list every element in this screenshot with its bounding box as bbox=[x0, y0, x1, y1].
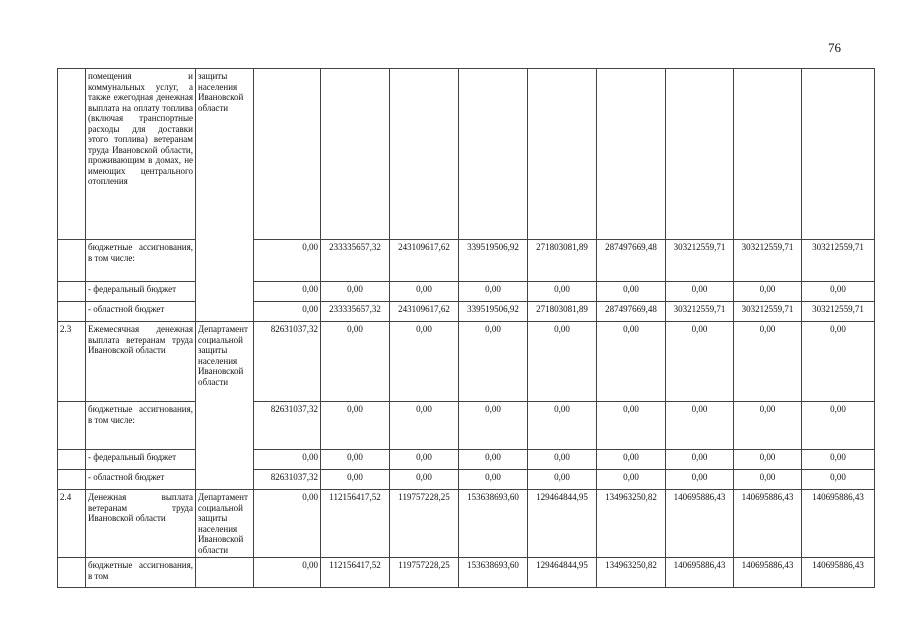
table-row bbox=[58, 402, 875, 450]
value-cell: 0,00 bbox=[597, 322, 666, 402]
row-executor-cell: защиты населения Ивановской области bbox=[196, 69, 254, 322]
value-cell: 0,00 bbox=[528, 282, 597, 302]
value-cell: 0,00 bbox=[321, 470, 390, 490]
value-cell: 0,00 bbox=[666, 470, 734, 490]
value-cell: 0,00 bbox=[459, 470, 528, 490]
row-code-cell bbox=[58, 302, 86, 322]
value-cell: 0,00 bbox=[321, 282, 390, 302]
value-cell: 0,00 bbox=[734, 322, 802, 402]
value-cell: 0,00 bbox=[254, 450, 321, 470]
value-cell: 0,00 bbox=[528, 470, 597, 490]
value-cell: 0,00 bbox=[802, 322, 875, 402]
value-cell: 0,00 bbox=[321, 322, 390, 402]
value-cell: 119757228,25 bbox=[390, 490, 459, 558]
value-cell: 140695886,43 bbox=[734, 558, 802, 588]
value-cell bbox=[734, 69, 802, 240]
value-cell: 153638693,60 bbox=[459, 490, 528, 558]
value-cell: 0,00 bbox=[459, 450, 528, 470]
value-cell: 303212559,71 bbox=[734, 240, 802, 282]
table-row bbox=[58, 450, 875, 470]
value-cell: 140695886,43 bbox=[666, 558, 734, 588]
value-cell: 303212559,71 bbox=[734, 302, 802, 322]
row-description-cell: бюджетные ассигнования, в том bbox=[86, 558, 196, 588]
row-code-cell bbox=[58, 450, 86, 470]
row-code-cell bbox=[58, 470, 86, 490]
value-cell: 303212559,71 bbox=[802, 302, 875, 322]
row-code-cell bbox=[58, 240, 86, 282]
value-cell: 0,00 bbox=[321, 402, 390, 450]
value-cell: 153638693,60 bbox=[459, 558, 528, 588]
value-cell: 140695886,43 bbox=[734, 490, 802, 558]
value-cell: 0,00 bbox=[666, 322, 734, 402]
value-cell: 82631037,32 bbox=[254, 402, 321, 450]
row-code-cell: 2.3 bbox=[58, 322, 86, 402]
value-cell: 140695886,43 bbox=[802, 558, 875, 588]
value-cell: 82631037,32 bbox=[254, 322, 321, 402]
value-cell: 0,00 bbox=[734, 450, 802, 470]
row-executor-cell: Департамент социальной защиты населения Ивановской области bbox=[196, 490, 254, 558]
table-row bbox=[58, 470, 875, 490]
value-cell: 0,00 bbox=[459, 322, 528, 402]
value-cell: 0,00 bbox=[459, 402, 528, 450]
value-cell: 0,00 bbox=[254, 240, 321, 282]
value-cell: 0,00 bbox=[802, 470, 875, 490]
value-cell: 0,00 bbox=[528, 402, 597, 450]
row-description-cell: Ежемесячная денежная выплата ветеранам труда Ивановской области bbox=[86, 322, 196, 402]
table-row bbox=[58, 240, 875, 282]
page-number: 76 bbox=[828, 40, 841, 55]
value-cell: 112156417,52 bbox=[321, 490, 390, 558]
value-cell bbox=[254, 69, 321, 240]
value-cell: 0,00 bbox=[802, 450, 875, 470]
value-cell: 0,00 bbox=[390, 402, 459, 450]
table-row bbox=[58, 282, 875, 302]
row-description-cell: - федеральный бюджет bbox=[86, 282, 196, 302]
value-cell: 287497669,48 bbox=[597, 240, 666, 282]
value-cell: 0,00 bbox=[254, 302, 321, 322]
value-cell bbox=[459, 69, 528, 240]
value-cell: 0,00 bbox=[528, 322, 597, 402]
value-cell: 339519506,92 bbox=[459, 240, 528, 282]
value-cell: 303212559,71 bbox=[666, 302, 734, 322]
value-cell: 0,00 bbox=[390, 470, 459, 490]
row-description-cell: - областной бюджет bbox=[86, 470, 196, 490]
value-cell: 0,00 bbox=[802, 282, 875, 302]
value-cell: 0,00 bbox=[597, 282, 666, 302]
value-cell bbox=[666, 69, 734, 240]
table-row bbox=[58, 490, 875, 558]
table-body bbox=[58, 69, 875, 588]
row-description-cell: бюджетные ассигнования, в том числе: bbox=[86, 402, 196, 450]
row-code-cell bbox=[58, 558, 86, 588]
value-cell: 233335657,32 bbox=[321, 302, 390, 322]
value-cell: 0,00 bbox=[734, 470, 802, 490]
value-cell: 271803081,89 bbox=[528, 240, 597, 282]
row-description-cell: помещения и коммунальных услуг, а также ежегодная денежная выплата на оплату топлива (включая транспортные расходы для доставки этого топлива) ветеранам труда Ивановской области, проживающим в домах, не имеющих центрального отопления bbox=[86, 69, 196, 240]
table-row bbox=[58, 69, 875, 240]
value-cell: 271803081,89 bbox=[528, 302, 597, 322]
value-cell: 0,00 bbox=[734, 282, 802, 302]
value-cell: 0,00 bbox=[597, 470, 666, 490]
value-cell: 0,00 bbox=[459, 282, 528, 302]
value-cell: 287497669,48 bbox=[597, 302, 666, 322]
row-description-cell: Денежная выплата ветеранам труда Ивановской области bbox=[86, 490, 196, 558]
value-cell: 0,00 bbox=[734, 402, 802, 450]
value-cell bbox=[321, 69, 390, 240]
value-cell: 339519506,92 bbox=[459, 302, 528, 322]
value-cell: 233335657,32 bbox=[321, 240, 390, 282]
value-cell bbox=[802, 69, 875, 240]
value-cell: 0,00 bbox=[666, 450, 734, 470]
value-cell: 0,00 bbox=[597, 402, 666, 450]
value-cell: 303212559,71 bbox=[666, 240, 734, 282]
row-code-cell bbox=[58, 402, 86, 450]
value-cell: 0,00 bbox=[666, 402, 734, 450]
table-row bbox=[58, 322, 875, 402]
row-code-cell: 2.4 bbox=[58, 490, 86, 558]
value-cell: 0,00 bbox=[390, 282, 459, 302]
table-row bbox=[58, 302, 875, 322]
value-cell: 82631037,32 bbox=[254, 470, 321, 490]
value-cell: 0,00 bbox=[528, 450, 597, 470]
value-cell: 140695886,43 bbox=[802, 490, 875, 558]
value-cell: 243109617,62 bbox=[390, 240, 459, 282]
value-cell: 134963250,82 bbox=[597, 490, 666, 558]
value-cell: 134963250,82 bbox=[597, 558, 666, 588]
budget-table bbox=[57, 68, 875, 588]
value-cell: 140695886,43 bbox=[666, 490, 734, 558]
table-row bbox=[58, 558, 875, 588]
value-cell: 0,00 bbox=[390, 450, 459, 470]
value-cell: 0,00 bbox=[597, 450, 666, 470]
value-cell bbox=[390, 69, 459, 240]
value-cell: 119757228,25 bbox=[390, 558, 459, 588]
row-executor-cell bbox=[196, 558, 254, 588]
value-cell: 243109617,62 bbox=[390, 302, 459, 322]
value-cell: 0,00 bbox=[254, 490, 321, 558]
row-executor-cell: Департамент социальной защиты населения Ивановской области bbox=[196, 322, 254, 490]
value-cell bbox=[528, 69, 597, 240]
value-cell: 0,00 bbox=[254, 558, 321, 588]
value-cell: 112156417,52 bbox=[321, 558, 390, 588]
row-description-cell: - областной бюджет bbox=[86, 302, 196, 322]
value-cell: 0,00 bbox=[666, 282, 734, 302]
row-description-cell: - федеральный бюджет bbox=[86, 450, 196, 470]
value-cell: 0,00 bbox=[802, 402, 875, 450]
value-cell: 0,00 bbox=[321, 450, 390, 470]
value-cell: 0,00 bbox=[390, 322, 459, 402]
row-code-cell bbox=[58, 69, 86, 240]
value-cell: 0,00 bbox=[254, 282, 321, 302]
value-cell: 129464844,95 bbox=[528, 490, 597, 558]
value-cell: 303212559,71 bbox=[802, 240, 875, 282]
row-code-cell bbox=[58, 282, 86, 302]
value-cell: 129464844,95 bbox=[528, 558, 597, 588]
row-description-cell: бюджетные ассигнования, в том числе: bbox=[86, 240, 196, 282]
value-cell bbox=[597, 69, 666, 240]
